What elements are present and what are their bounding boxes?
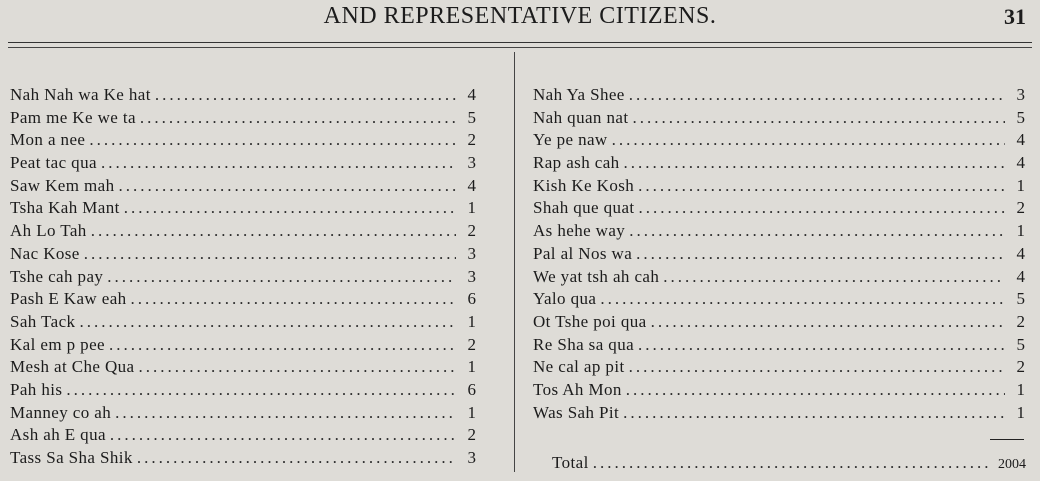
list-item	[10, 152, 476, 175]
entry-count: 3	[467, 266, 476, 286]
header-rule-top	[8, 42, 1032, 43]
entry-count: 5	[1016, 334, 1025, 354]
list-item	[10, 243, 476, 266]
leader-dots	[107, 266, 456, 289]
list-item	[533, 152, 1025, 175]
list-item	[533, 129, 1025, 152]
list-item	[10, 447, 476, 470]
list-item	[10, 84, 476, 107]
entry-count: 3	[467, 243, 476, 263]
entry-name: Ah Lo Tah	[10, 221, 87, 241]
leader-dots	[84, 243, 456, 266]
list-item	[10, 311, 476, 334]
leader-dots	[624, 152, 1005, 175]
total-value: 2004	[998, 457, 1026, 472]
leader-dots	[626, 379, 1005, 402]
entry-name: Tsha Kah Mant	[10, 198, 120, 218]
sum-rule	[990, 439, 1024, 440]
entry-name: Tass Sa Sha Shik	[10, 448, 133, 467]
leader-dots	[155, 84, 456, 107]
entry-count: 4	[467, 85, 476, 104]
entry-name: Peat tac qua	[10, 153, 97, 173]
entry-name: Ot Tshe poi qua	[533, 311, 647, 331]
column-divider	[514, 52, 515, 472]
entry-name: Nah Nah wa Ke hat	[10, 85, 151, 104]
entry-name: Saw Kem mah	[10, 175, 115, 195]
entry-name: Nah quan nat	[533, 107, 629, 127]
list-item	[533, 84, 1025, 107]
entry-name: Mesh at Che Qua	[10, 357, 135, 377]
leader-dots	[89, 129, 456, 152]
list-item	[10, 288, 476, 311]
total-row	[552, 452, 1026, 475]
entry-name: As hehe way	[533, 221, 626, 241]
entry-count: 1	[467, 402, 476, 422]
leader-dots	[101, 152, 456, 175]
leader-dots	[629, 84, 1005, 107]
leader-dots	[137, 447, 456, 470]
list-item	[533, 266, 1025, 289]
leader-dots	[91, 220, 456, 243]
entry-count: 3	[467, 448, 476, 467]
leader-dots	[651, 311, 1005, 334]
entry-count: 4	[1016, 266, 1025, 286]
entry-name: Tshe cah pay	[10, 266, 104, 286]
list-item	[533, 402, 1025, 425]
entry-count: 6	[467, 379, 476, 399]
entry-name: Pal al Nos wa	[533, 243, 633, 263]
list-item	[10, 197, 476, 220]
list-item	[533, 311, 1025, 334]
entry-name: Rap ash cah	[533, 153, 620, 173]
entry-name: Pah his	[10, 379, 63, 399]
entry-count: 4	[1016, 130, 1025, 150]
total-label: Total	[552, 453, 589, 472]
entry-count: 5	[1016, 107, 1025, 127]
leader-dots	[131, 288, 456, 311]
entry-count: 5	[1016, 289, 1025, 309]
right-column-list	[533, 84, 1025, 424]
leader-dots	[636, 243, 1005, 266]
page-number: 31	[1004, 4, 1026, 29]
entry-count: 2	[467, 425, 476, 445]
entry-name: Ye pe naw	[533, 130, 608, 150]
entry-name: Was Sah Pit	[533, 402, 620, 422]
leader-dots	[638, 175, 1005, 198]
list-item	[10, 424, 476, 447]
entry-name: Pash E Kaw eah	[10, 289, 127, 309]
leader-dots	[632, 107, 1005, 130]
list-item	[10, 175, 476, 198]
entry-count: 4	[467, 175, 476, 195]
list-item	[533, 334, 1025, 357]
entry-count: 1	[467, 198, 476, 218]
header-rule-bottom	[8, 47, 1032, 48]
leader-dots	[109, 334, 456, 357]
list-item	[533, 288, 1025, 311]
entry-count: 2	[1016, 311, 1025, 331]
entry-name: Tos Ah Mon	[533, 379, 622, 399]
entry-name: Ne cal ap pit	[533, 357, 625, 377]
list-item	[533, 175, 1025, 198]
entry-count: 1	[1016, 379, 1025, 399]
leader-dots	[79, 311, 456, 334]
leader-dots	[629, 220, 1005, 243]
page-title: AND REPRESENTATIVE CITIZENS.	[323, 3, 717, 29]
leader-dots	[110, 424, 456, 447]
leader-dots	[140, 107, 456, 130]
entry-count: 1	[1016, 402, 1025, 422]
entry-count: 2	[1016, 357, 1025, 377]
leader-dots	[66, 379, 456, 402]
leader-dots	[623, 402, 1005, 425]
entry-count: 1	[467, 311, 476, 331]
list-item	[10, 129, 476, 152]
entry-count: 1	[1016, 175, 1025, 195]
entry-count: 4	[1016, 153, 1025, 173]
list-item	[533, 379, 1025, 402]
entry-count: 2	[1016, 198, 1025, 218]
leader-dots	[139, 356, 456, 379]
entry-count: 2	[467, 334, 476, 354]
entry-name: Mon a nee	[10, 130, 86, 150]
leader-dots	[600, 288, 1005, 311]
entry-count: 1	[467, 357, 476, 377]
entry-count: 4	[1016, 243, 1025, 263]
list-item	[533, 356, 1025, 379]
entry-name: Nac Kose	[10, 243, 80, 263]
entry-count: 3	[467, 153, 476, 173]
list-item	[10, 402, 476, 425]
list-item	[10, 356, 476, 379]
list-item	[10, 379, 476, 402]
leader-dots	[119, 175, 457, 198]
entry-count: 5	[467, 107, 476, 127]
list-item	[10, 107, 476, 130]
list-item	[10, 334, 476, 357]
leader-dots	[115, 402, 456, 425]
leader-dots	[663, 266, 1005, 289]
list-item	[533, 197, 1025, 220]
entry-count: 3	[1016, 85, 1025, 104]
entry-count: 1	[1016, 221, 1025, 241]
entry-name: Re Sha sa qua	[533, 334, 635, 354]
entry-name: Yalo qua	[533, 289, 597, 309]
entry-count: 6	[467, 289, 476, 309]
entry-count: 2	[467, 130, 476, 150]
entry-name: Manney co ah	[10, 402, 112, 422]
left-column-list	[10, 84, 476, 470]
leader-dots	[629, 356, 1005, 379]
entry-name: Kish Ke Kosh	[533, 175, 635, 195]
leader-dots	[612, 129, 1005, 152]
leader-dots	[593, 452, 992, 475]
list-item	[10, 266, 476, 289]
entry-name: Ash ah E qua	[10, 425, 106, 445]
entry-name: We yat tsh ah cah	[533, 266, 660, 286]
leader-dots	[124, 197, 456, 220]
list-item	[533, 107, 1025, 130]
entry-count: 2	[467, 221, 476, 241]
entry-name: Pam me Ke we ta	[10, 107, 136, 127]
entry-name: Shah que quat	[533, 198, 635, 218]
entry-name: Nah Ya Shee	[533, 85, 625, 104]
list-item	[533, 220, 1025, 243]
entry-name: Kal em p pee	[10, 334, 105, 354]
entry-name: Sah Tack	[10, 311, 76, 331]
list-item	[533, 243, 1025, 266]
page-header	[0, 0, 1040, 34]
leader-dots	[638, 334, 1005, 357]
leader-dots	[639, 197, 1005, 220]
list-item	[10, 220, 476, 243]
